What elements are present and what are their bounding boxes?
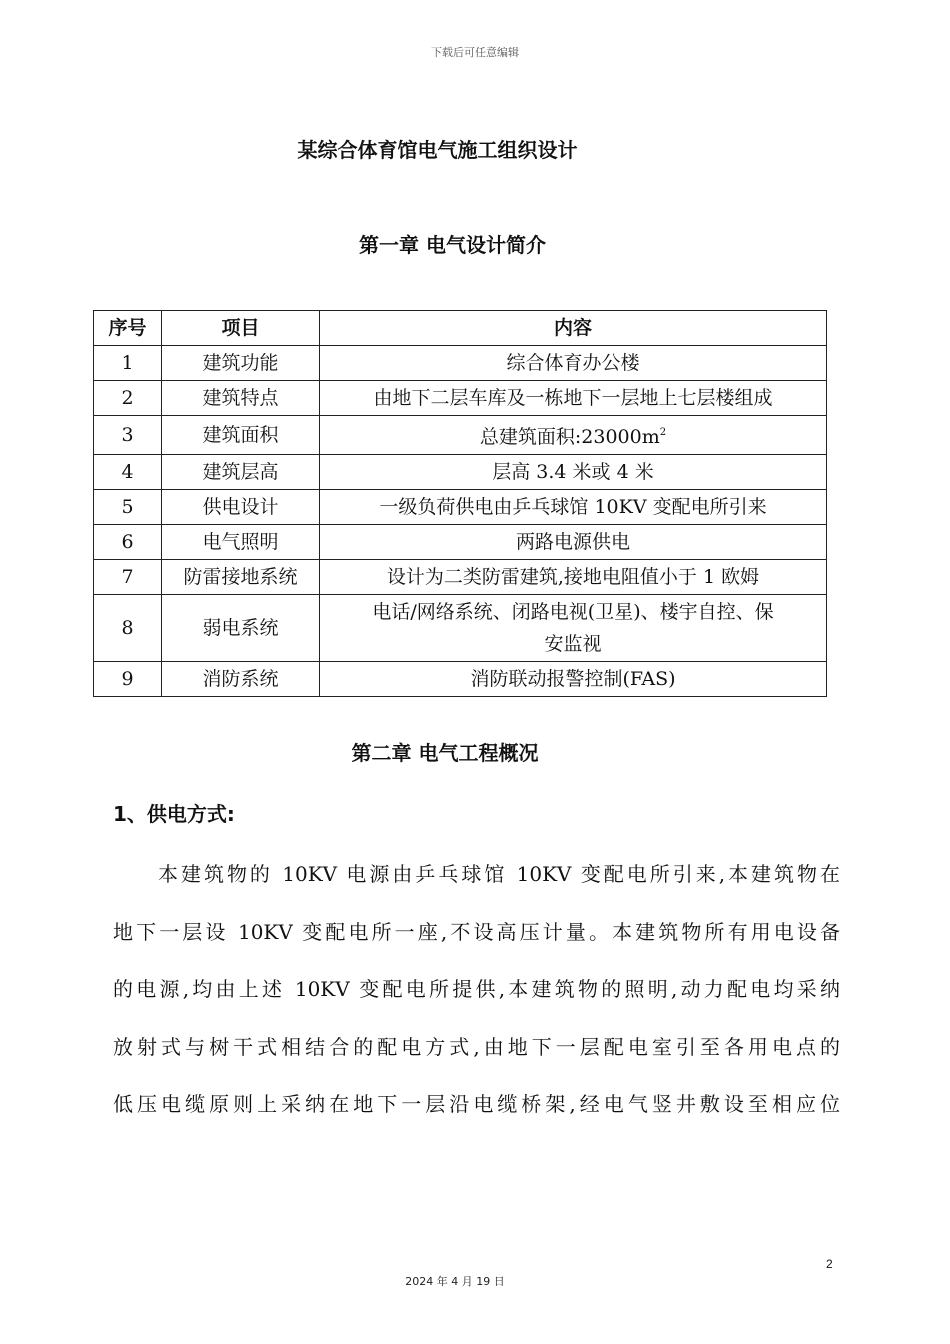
chapter2-title: 第二章 电气工程概况 bbox=[351, 741, 539, 765]
table-row bbox=[94, 416, 827, 455]
design-summary-table bbox=[93, 310, 827, 697]
row-no: 1 bbox=[94, 346, 162, 381]
row-item: 建筑特点 bbox=[162, 381, 320, 416]
header-content: 内容 bbox=[320, 311, 827, 346]
footer-date: 2024 年 4 月 19 日 bbox=[405, 1275, 505, 1288]
row-no: 5 bbox=[94, 490, 162, 525]
paragraph-line: 地下一层设 10KV 变配电所一座,不设高压计量。本建筑物所有用电设备 bbox=[113, 919, 840, 944]
document-title: 某综合体育馆电气施工组织设计 bbox=[297, 138, 578, 162]
header-item: 项目 bbox=[162, 311, 320, 346]
paragraph-line: 的电源,均由上述 10KV 变配电所提供,本建筑物的照明,动力配电均采纳 bbox=[113, 977, 840, 1001]
row-content: 设计为二类防雷建筑,接地电阻值小于 1 欧姆 bbox=[320, 560, 827, 595]
row-no: 3 bbox=[94, 416, 162, 455]
content-line-2: 安监视 bbox=[544, 633, 602, 655]
content-line-1: 电话/网络系统、闭路电视(卫星)、楼宇自控、保 bbox=[372, 601, 774, 623]
area-unit-superscript: 2 bbox=[659, 427, 667, 438]
paragraph-line: 低压电缆原则上采纳在地下一层沿电缆桥架,经电气竖井敷设至相应位 bbox=[113, 1092, 840, 1116]
row-item: 电气照明 bbox=[162, 525, 320, 560]
row-content: 综合体育办公楼 bbox=[320, 346, 827, 381]
row-item: 供电设计 bbox=[162, 490, 320, 525]
table-row bbox=[94, 381, 827, 416]
row-no: 4 bbox=[94, 455, 162, 490]
table-row bbox=[94, 525, 827, 560]
table-row bbox=[94, 346, 827, 381]
table-header-row bbox=[94, 311, 827, 346]
row-item: 建筑功能 bbox=[162, 346, 320, 381]
row-content: 消防联动报警控制(FAS) bbox=[320, 662, 827, 697]
header-note: 下载后可任意编辑 bbox=[431, 46, 519, 59]
row-item: 建筑层高 bbox=[162, 455, 320, 490]
paragraph-line: 本建筑物的 10KV 电源由乒乓球馆 10KV 变配电所引来,本建筑物在 bbox=[158, 862, 840, 886]
header-no: 序号 bbox=[94, 311, 162, 346]
row-no: 8 bbox=[94, 595, 162, 662]
row-content: 一级负荷供电由乒乓球馆 10KV 变配电所引来 bbox=[320, 490, 827, 525]
row-no: 7 bbox=[94, 560, 162, 595]
row-content: 层高 3.4 米或 4 米 bbox=[320, 455, 827, 490]
body-paragraph bbox=[113, 846, 840, 1134]
row-item: 建筑面积 bbox=[162, 416, 320, 455]
row-item: 防雷接地系统 bbox=[162, 560, 320, 595]
table-row bbox=[94, 490, 827, 525]
table-row bbox=[94, 455, 827, 490]
table-row bbox=[94, 595, 827, 662]
row-item: 弱电系统 bbox=[162, 595, 320, 662]
row-no: 9 bbox=[94, 662, 162, 697]
row-content bbox=[320, 595, 827, 662]
chapter1-title: 第一章 电气设计简介 bbox=[359, 233, 546, 257]
row-content: 由地下二层车库及一栋地下一层地上七层楼组成 bbox=[320, 381, 827, 416]
row-content: 两路电源供电 bbox=[320, 525, 827, 560]
row-item: 消防系统 bbox=[162, 662, 320, 697]
row-content bbox=[320, 416, 827, 455]
row-no: 6 bbox=[94, 525, 162, 560]
table-row bbox=[94, 662, 827, 697]
table-row bbox=[94, 560, 827, 595]
row-no: 2 bbox=[94, 381, 162, 416]
section-heading: 1、供电方式: bbox=[113, 802, 235, 826]
paragraph-line: 放射式与树干式相结合的配电方式,由地下一层配电室引至各用电点的 bbox=[113, 1034, 840, 1059]
page-number: 2 bbox=[826, 1257, 833, 1271]
area-value: 总建筑面积:23000m bbox=[479, 426, 660, 448]
